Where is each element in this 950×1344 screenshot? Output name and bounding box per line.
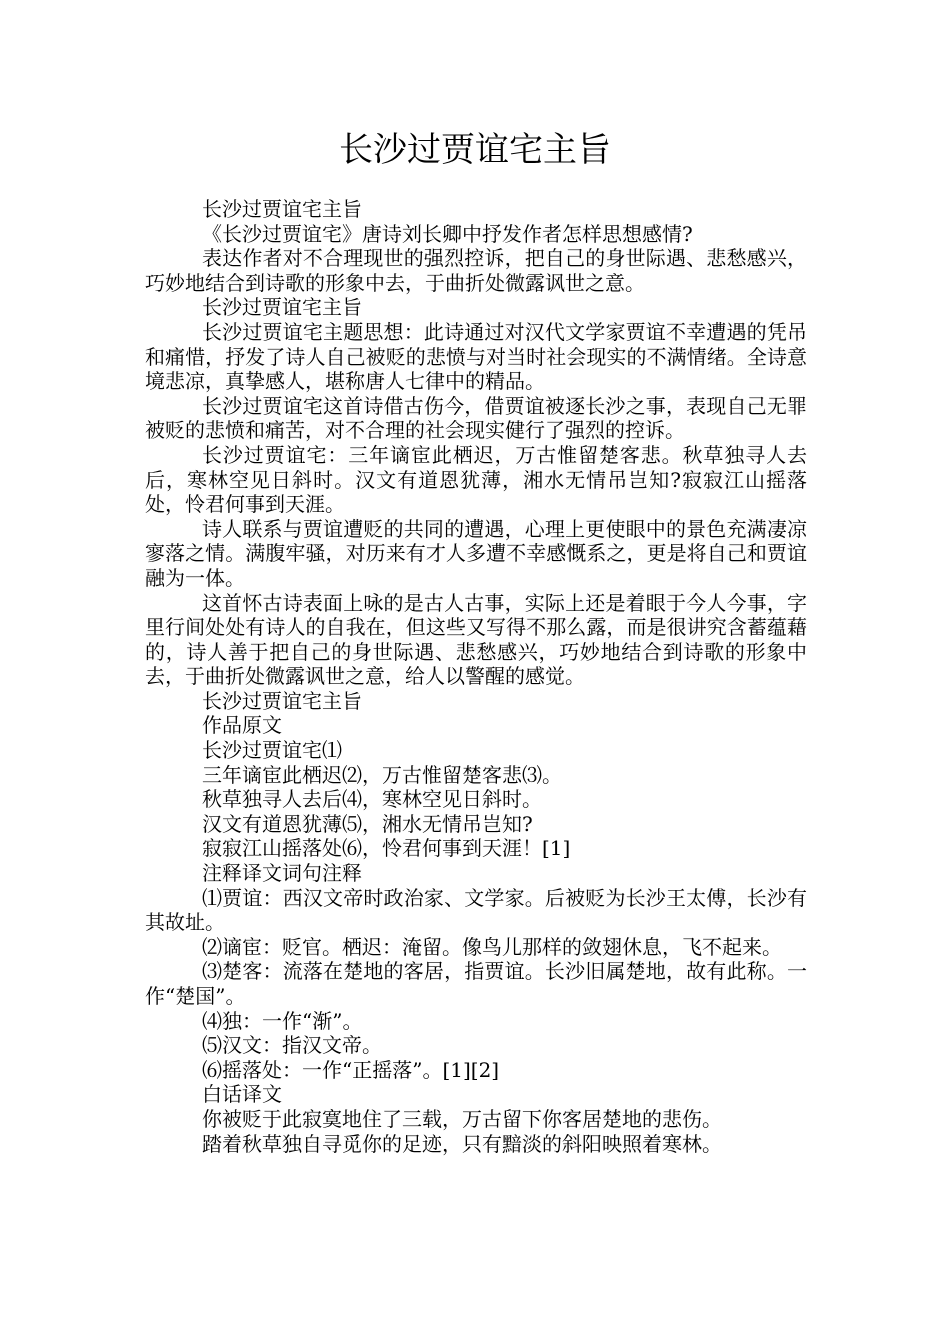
annotation: ⑷独：一作“渐”。 [202, 1008, 363, 1033]
section-heading: 作品原文 [202, 713, 282, 738]
paragraph: 《长沙过贾谊宅》唐诗刘长卿中抒发作者怎样思想感情? [202, 221, 693, 246]
poem-line: 寂寂江山摇落处⑹，怜君何事到天涯！[1] [202, 836, 571, 861]
document-title: 长沙过贾谊宅主旨 [339, 130, 611, 170]
paragraph: 长沙过贾谊宅主旨 [202, 295, 362, 320]
document-body [145, 197, 807, 1156]
paragraph: 长沙过贾谊宅这首诗借古伤今，借贾谊被逐长沙之事，表现自己无罪被贬的悲愤和痛苦，对不合理的社会现实健行了强烈的控诉。 [145, 393, 807, 443]
paragraph: 长沙过贾谊宅主旨 [202, 197, 362, 221]
paragraph: 表达作者对不合理现世的强烈控诉，把自己的身世际遇、悲愁感兴，巧妙地结合到诗歌的形象中去，于曲折处微露讽世之意。 [145, 246, 807, 295]
poem-line: 秋草独寻人去后⑷，寒林空见日斜时。 [202, 787, 542, 812]
annotation: ⑵谪宦：贬官。栖迟：淹留。像鸟儿那样的敛翅休息，飞不起来。 [202, 934, 782, 959]
paragraph: 这首怀古诗表面上咏的是古人古事，实际上还是着眼于今人今事，字里行间处处有诗人的自我在，但这些又写得不那么露，而是很讲究含蓄蕴藉的，诗人善于把自己的身世际遇、悲愁感兴，巧妙地结合到诗歌的形象中去，于曲折处微露讽世之意，给人以警醒的感觉。 [145, 590, 807, 689]
section-heading: 长沙过贾谊宅主旨 [202, 688, 362, 713]
paragraph: 长沙过贾谊宅：三年谪宦此栖迟，万古惟留楚客悲。秋草独寻人去后，寒林空见日斜时。汉文有道恩犹薄，湘水无情吊岂知?寂寂江山摇落处，怜君何事到天涯。 [145, 442, 807, 517]
paragraph: 长沙过贾谊宅主题思想：此诗通过对汉代文学家贾谊不幸遭遇的凭吊和痛惜，抒发了诗人自己被贬的悲愤与对当时社会现实的不满情绪。全诗意境悲凉，真挚感人，堪称唐人七律中的精品。 [145, 319, 807, 394]
section-heading: 白话译文 [202, 1082, 282, 1107]
annotation: ⑴贾谊：西汉文帝时政治家、文学家。后被贬为长沙王太傅，长沙有其故址。 [145, 885, 807, 935]
translation-line: 你被贬于此寂寞地住了三载，万古留下你客居楚地的悲伤。 [202, 1106, 722, 1131]
poem-line: 三年谪宦此栖迟⑵，万古惟留楚客悲⑶。 [202, 762, 562, 787]
annotation: ⑹摇落处：一作“正摇落”。[1][2] [202, 1057, 500, 1082]
translation-line: 踏着秋草独自寻觅你的足迹，只有黯淡的斜阳映照着寒林。 [202, 1131, 722, 1156]
annotation: ⑸汉文：指汉文帝。 [202, 1033, 382, 1058]
section-heading: 注释译文词句注释 [202, 861, 362, 886]
poem-title: 长沙过贾谊宅⑴ [202, 738, 342, 763]
annotation: ⑶楚客：流落在楚地的客居，指贾谊。长沙旧属楚地，故有此称。一作“楚国”。 [145, 959, 807, 1008]
poem-line: 汉文有道恩犹薄⑸，湘水无情吊岂知? [202, 811, 533, 836]
paragraph: 诗人联系与贾谊遭贬的共同的遭遇，心理上更使眼中的景色充满凄凉寥落之情。满腹牢骚，对历来有才人多遭不幸感慨系之，更是将自己和贾谊融为一体。 [145, 516, 807, 590]
